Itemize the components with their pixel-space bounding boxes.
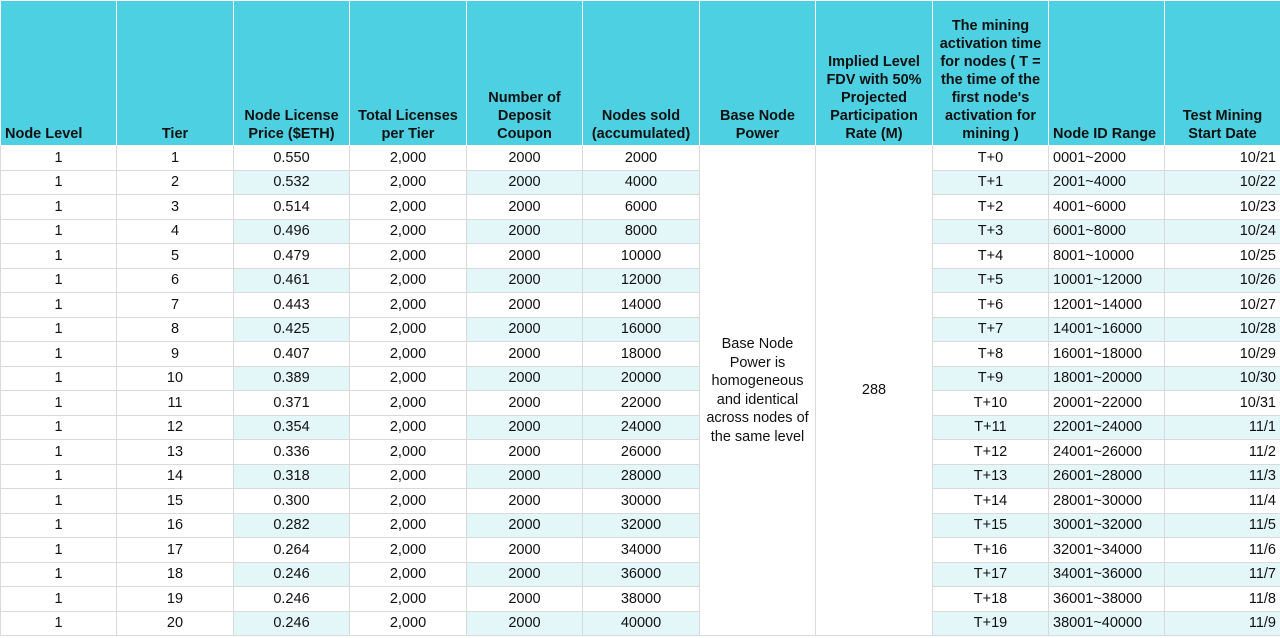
cell-licenses[interactable]: 2,000 — [350, 366, 467, 391]
table-row — [1, 293, 1280, 318]
cell-coupons[interactable]: 2000 — [467, 244, 583, 269]
table-row — [1, 170, 1280, 195]
cell-coupons[interactable]: 2000 — [467, 464, 583, 489]
cell-price[interactable]: 0.318 — [234, 464, 350, 489]
cell-licenses[interactable]: 2,000 — [350, 391, 467, 416]
cell-activation[interactable]: T+8 — [933, 342, 1049, 367]
cell-sold[interactable]: 16000 — [583, 317, 700, 342]
cell-tier[interactable]: 17 — [117, 538, 234, 563]
cell-activation[interactable]: T+15 — [933, 513, 1049, 538]
cell-node-level[interactable]: 1 — [1, 513, 117, 538]
cell-start-date[interactable]: 10/28 — [1165, 317, 1280, 342]
cell-coupons[interactable]: 2000 — [467, 391, 583, 416]
cell-activation[interactable]: T+6 — [933, 293, 1049, 318]
cell-node-level[interactable]: 1 — [1, 562, 117, 587]
cell-price[interactable]: 0.282 — [234, 513, 350, 538]
cell-price[interactable]: 0.461 — [234, 268, 350, 293]
table-row — [1, 146, 1280, 171]
cell-tier[interactable]: 8 — [117, 317, 234, 342]
cell-start-date[interactable]: 11/3 — [1165, 464, 1280, 489]
cell-sold[interactable]: 18000 — [583, 342, 700, 367]
cell-price[interactable]: 0.246 — [234, 587, 350, 612]
cell-sold[interactable]: 32000 — [583, 513, 700, 538]
cell-price[interactable]: 0.425 — [234, 317, 350, 342]
cell-licenses[interactable]: 2,000 — [350, 440, 467, 465]
cell-node-level[interactable]: 1 — [1, 464, 117, 489]
cell-sold[interactable]: 26000 — [583, 440, 700, 465]
table-row — [1, 342, 1280, 367]
cell-node-level[interactable]: 1 — [1, 146, 117, 171]
cell-sold[interactable]: 36000 — [583, 562, 700, 587]
cell-start-date[interactable]: 10/21 — [1165, 146, 1280, 171]
cell-start-date[interactable]: 11/9 — [1165, 611, 1280, 636]
cell-tier[interactable]: 10 — [117, 366, 234, 391]
cell-node-level[interactable]: 1 — [1, 293, 117, 318]
cell-price[interactable]: 0.514 — [234, 195, 350, 220]
cell-price[interactable]: 0.371 — [234, 391, 350, 416]
cell-activation[interactable]: T+18 — [933, 587, 1049, 612]
cell-activation[interactable]: T+10 — [933, 391, 1049, 416]
table-row — [1, 219, 1280, 244]
cell-licenses[interactable]: 2,000 — [350, 562, 467, 587]
cell-activation[interactable]: T+2 — [933, 195, 1049, 220]
cell-start-date[interactable]: 10/27 — [1165, 293, 1280, 318]
table-row — [1, 195, 1280, 220]
cell-node-level[interactable]: 1 — [1, 587, 117, 612]
cell-licenses[interactable]: 2,000 — [350, 611, 467, 636]
header-licenses[interactable]: Total Licenses per Tier — [350, 1, 467, 146]
cell-tier[interactable]: 19 — [117, 587, 234, 612]
cell-start-date[interactable]: 10/29 — [1165, 342, 1280, 367]
header-row — [1, 1, 1280, 146]
cell-activation[interactable]: T+17 — [933, 562, 1049, 587]
cell-activation[interactable]: T+7 — [933, 317, 1049, 342]
cell-start-date[interactable]: 10/26 — [1165, 268, 1280, 293]
cell-tier[interactable]: 3 — [117, 195, 234, 220]
cell-id-range[interactable]: 34001~36000 — [1049, 562, 1165, 587]
table-row — [1, 317, 1280, 342]
cell-licenses[interactable]: 2,000 — [350, 268, 467, 293]
base-node-power-note[interactable]: Base Node Power is homogeneous and identical across nodes of the same level — [700, 146, 816, 636]
table-row — [1, 611, 1280, 636]
cell-sold[interactable]: 14000 — [583, 293, 700, 318]
cell-coupons[interactable]: 2000 — [467, 489, 583, 514]
cell-coupons[interactable]: 2000 — [467, 219, 583, 244]
table-row — [1, 268, 1280, 293]
cell-coupons[interactable]: 2000 — [467, 342, 583, 367]
cell-price[interactable]: 0.246 — [234, 611, 350, 636]
cell-price[interactable]: 0.443 — [234, 293, 350, 318]
header-fdv[interactable]: Implied Level FDV with 50% Projected Participation Rate (M) — [816, 1, 933, 146]
cell-start-date[interactable]: 11/7 — [1165, 562, 1280, 587]
cell-sold[interactable]: 4000 — [583, 170, 700, 195]
cell-licenses[interactable]: 2,000 — [350, 342, 467, 367]
cell-start-date[interactable]: 10/25 — [1165, 244, 1280, 269]
cell-activation[interactable]: T+1 — [933, 170, 1049, 195]
cell-sold[interactable]: 12000 — [583, 268, 700, 293]
cell-activation[interactable]: T+13 — [933, 464, 1049, 489]
cell-node-level[interactable]: 1 — [1, 415, 117, 440]
table-row — [1, 489, 1280, 514]
cell-tier[interactable]: 15 — [117, 489, 234, 514]
cell-activation[interactable]: T+3 — [933, 219, 1049, 244]
cell-id-range[interactable]: 14001~16000 — [1049, 317, 1165, 342]
cell-id-range[interactable]: 10001~12000 — [1049, 268, 1165, 293]
table-row — [1, 366, 1280, 391]
cell-licenses[interactable]: 2,000 — [350, 538, 467, 563]
cell-coupons[interactable]: 2000 — [467, 415, 583, 440]
cell-price[interactable]: 0.496 — [234, 219, 350, 244]
cell-id-range[interactable]: 4001~6000 — [1049, 195, 1165, 220]
cell-coupons[interactable]: 2000 — [467, 317, 583, 342]
cell-licenses[interactable]: 2,000 — [350, 219, 467, 244]
cell-licenses[interactable]: 2,000 — [350, 317, 467, 342]
cell-price[interactable]: 0.300 — [234, 489, 350, 514]
cell-tier[interactable]: 20 — [117, 611, 234, 636]
cell-start-date[interactable]: 11/8 — [1165, 587, 1280, 612]
cell-start-date[interactable]: 10/22 — [1165, 170, 1280, 195]
header-power[interactable]: Base Node Power — [700, 1, 816, 146]
cell-id-range[interactable]: 28001~30000 — [1049, 489, 1165, 514]
cell-licenses[interactable]: 2,000 — [350, 464, 467, 489]
cell-sold[interactable]: 24000 — [583, 415, 700, 440]
cell-id-range[interactable]: 22001~24000 — [1049, 415, 1165, 440]
cell-id-range[interactable]: 36001~38000 — [1049, 587, 1165, 612]
cell-id-range[interactable]: 0001~2000 — [1049, 146, 1165, 171]
cell-id-range[interactable]: 24001~26000 — [1049, 440, 1165, 465]
cell-start-date[interactable]: 10/23 — [1165, 195, 1280, 220]
header-id-range[interactable]: Node ID Range — [1049, 1, 1165, 146]
cell-tier[interactable]: 12 — [117, 415, 234, 440]
cell-node-level[interactable]: 1 — [1, 611, 117, 636]
cell-coupons[interactable]: 2000 — [467, 195, 583, 220]
cell-start-date[interactable]: 11/2 — [1165, 440, 1280, 465]
cell-id-range[interactable]: 8001~10000 — [1049, 244, 1165, 269]
cell-tier[interactable]: 5 — [117, 244, 234, 269]
cell-licenses[interactable]: 2,000 — [350, 489, 467, 514]
cell-sold[interactable]: 34000 — [583, 538, 700, 563]
table-row — [1, 415, 1280, 440]
cell-price[interactable]: 0.246 — [234, 562, 350, 587]
table-row — [1, 464, 1280, 489]
cell-id-range[interactable]: 12001~14000 — [1049, 293, 1165, 318]
cell-tier[interactable]: 1 — [117, 146, 234, 171]
cell-start-date[interactable]: 10/24 — [1165, 219, 1280, 244]
cell-id-range[interactable]: 38001~40000 — [1049, 611, 1165, 636]
cell-sold[interactable]: 22000 — [583, 391, 700, 416]
cell-node-level[interactable]: 1 — [1, 268, 117, 293]
cell-price[interactable]: 0.532 — [234, 170, 350, 195]
table-row — [1, 562, 1280, 587]
cell-sold[interactable]: 28000 — [583, 464, 700, 489]
cell-licenses[interactable]: 2,000 — [350, 415, 467, 440]
cell-node-level[interactable]: 1 — [1, 538, 117, 563]
cell-coupons[interactable]: 2000 — [467, 146, 583, 171]
cell-activation[interactable]: T+4 — [933, 244, 1049, 269]
cell-id-range[interactable]: 16001~18000 — [1049, 342, 1165, 367]
cell-coupons[interactable]: 2000 — [467, 440, 583, 465]
cell-node-level[interactable]: 1 — [1, 170, 117, 195]
cell-licenses[interactable]: 2,000 — [350, 195, 467, 220]
table-row — [1, 391, 1280, 416]
cell-price[interactable]: 0.354 — [234, 415, 350, 440]
cell-sold[interactable]: 38000 — [583, 587, 700, 612]
cell-node-level[interactable]: 1 — [1, 440, 117, 465]
fdv-value[interactable]: 288 — [816, 146, 933, 636]
cell-price[interactable]: 0.550 — [234, 146, 350, 171]
cell-sold[interactable]: 40000 — [583, 611, 700, 636]
cell-tier[interactable]: 7 — [117, 293, 234, 318]
header-coupons[interactable]: Number of Deposit Coupon — [467, 1, 583, 146]
cell-node-level[interactable]: 1 — [1, 366, 117, 391]
header-node-level[interactable]: Node Level — [1, 1, 117, 146]
cell-id-range[interactable]: 20001~22000 — [1049, 391, 1165, 416]
cell-coupons[interactable]: 2000 — [467, 366, 583, 391]
cell-tier[interactable]: 16 — [117, 513, 234, 538]
cell-id-range[interactable]: 32001~34000 — [1049, 538, 1165, 563]
cell-start-date[interactable]: 11/5 — [1165, 513, 1280, 538]
cell-node-level[interactable]: 1 — [1, 195, 117, 220]
cell-coupons[interactable]: 2000 — [467, 170, 583, 195]
cell-coupons[interactable]: 2000 — [467, 562, 583, 587]
cell-start-date[interactable]: 11/1 — [1165, 415, 1280, 440]
cell-activation[interactable]: T+11 — [933, 415, 1049, 440]
cell-id-range[interactable]: 30001~32000 — [1049, 513, 1165, 538]
table-body — [1, 146, 1280, 636]
cell-tier[interactable]: 4 — [117, 219, 234, 244]
cell-node-level[interactable]: 1 — [1, 317, 117, 342]
cell-activation[interactable]: T+9 — [933, 366, 1049, 391]
cell-price[interactable]: 0.264 — [234, 538, 350, 563]
header-price[interactable]: Node License Price ($ETH) — [234, 1, 350, 146]
cell-coupons[interactable]: 2000 — [467, 611, 583, 636]
cell-sold[interactable]: 10000 — [583, 244, 700, 269]
cell-tier[interactable]: 11 — [117, 391, 234, 416]
cell-sold[interactable]: 6000 — [583, 195, 700, 220]
cell-activation[interactable]: T+14 — [933, 489, 1049, 514]
header-tier[interactable]: Tier — [117, 1, 234, 146]
cell-node-level[interactable]: 1 — [1, 342, 117, 367]
cell-licenses[interactable]: 2,000 — [350, 513, 467, 538]
header-start-date[interactable]: Test Mining Start Date — [1165, 1, 1280, 146]
cell-sold[interactable]: 20000 — [583, 366, 700, 391]
cell-licenses[interactable]: 2,000 — [350, 587, 467, 612]
cell-activation[interactable]: T+5 — [933, 268, 1049, 293]
cell-start-date[interactable]: 10/30 — [1165, 366, 1280, 391]
cell-activation[interactable]: T+19 — [933, 611, 1049, 636]
cell-licenses[interactable]: 2,000 — [350, 170, 467, 195]
cell-node-level[interactable]: 1 — [1, 244, 117, 269]
cell-sold[interactable]: 8000 — [583, 219, 700, 244]
cell-sold[interactable]: 2000 — [583, 146, 700, 171]
table-row — [1, 440, 1280, 465]
cell-id-range[interactable]: 18001~20000 — [1049, 366, 1165, 391]
cell-node-level[interactable]: 1 — [1, 219, 117, 244]
cell-licenses[interactable]: 2,000 — [350, 244, 467, 269]
cell-tier[interactable]: 9 — [117, 342, 234, 367]
table-row — [1, 513, 1280, 538]
table-row — [1, 538, 1280, 563]
cell-sold[interactable]: 30000 — [583, 489, 700, 514]
table-row — [1, 587, 1280, 612]
cell-id-range[interactable]: 26001~28000 — [1049, 464, 1165, 489]
cell-licenses[interactable]: 2,000 — [350, 293, 467, 318]
cell-start-date[interactable]: 11/4 — [1165, 489, 1280, 514]
cell-tier[interactable]: 2 — [117, 170, 234, 195]
cell-coupons[interactable]: 2000 — [467, 293, 583, 318]
cell-activation[interactable]: T+12 — [933, 440, 1049, 465]
cell-start-date[interactable]: 11/6 — [1165, 538, 1280, 563]
cell-activation[interactable]: T+16 — [933, 538, 1049, 563]
cell-tier[interactable]: 6 — [117, 268, 234, 293]
cell-tier[interactable]: 14 — [117, 464, 234, 489]
cell-activation[interactable]: T+0 — [933, 146, 1049, 171]
table-row — [1, 244, 1280, 269]
cell-price[interactable]: 0.389 — [234, 366, 350, 391]
cell-coupons[interactable]: 2000 — [467, 587, 583, 612]
header-activation[interactable]: The mining activation time for nodes ( T = the time of the first node's activation for mining ) — [933, 1, 1049, 146]
cell-tier[interactable]: 13 — [117, 440, 234, 465]
cell-id-range[interactable]: 2001~4000 — [1049, 170, 1165, 195]
cell-tier[interactable]: 18 — [117, 562, 234, 587]
cell-price[interactable]: 0.479 — [234, 244, 350, 269]
cell-start-date[interactable]: 10/31 — [1165, 391, 1280, 416]
cell-coupons[interactable]: 2000 — [467, 538, 583, 563]
cell-id-range[interactable]: 6001~8000 — [1049, 219, 1165, 244]
cell-price[interactable]: 0.407 — [234, 342, 350, 367]
header-sold[interactable]: Nodes sold (accumulated) — [583, 1, 700, 146]
cell-coupons[interactable]: 2000 — [467, 268, 583, 293]
cell-price[interactable]: 0.336 — [234, 440, 350, 465]
cell-node-level[interactable]: 1 — [1, 489, 117, 514]
cell-node-level[interactable]: 1 — [1, 391, 117, 416]
cell-coupons[interactable]: 2000 — [467, 513, 583, 538]
cell-licenses[interactable]: 2,000 — [350, 146, 467, 171]
